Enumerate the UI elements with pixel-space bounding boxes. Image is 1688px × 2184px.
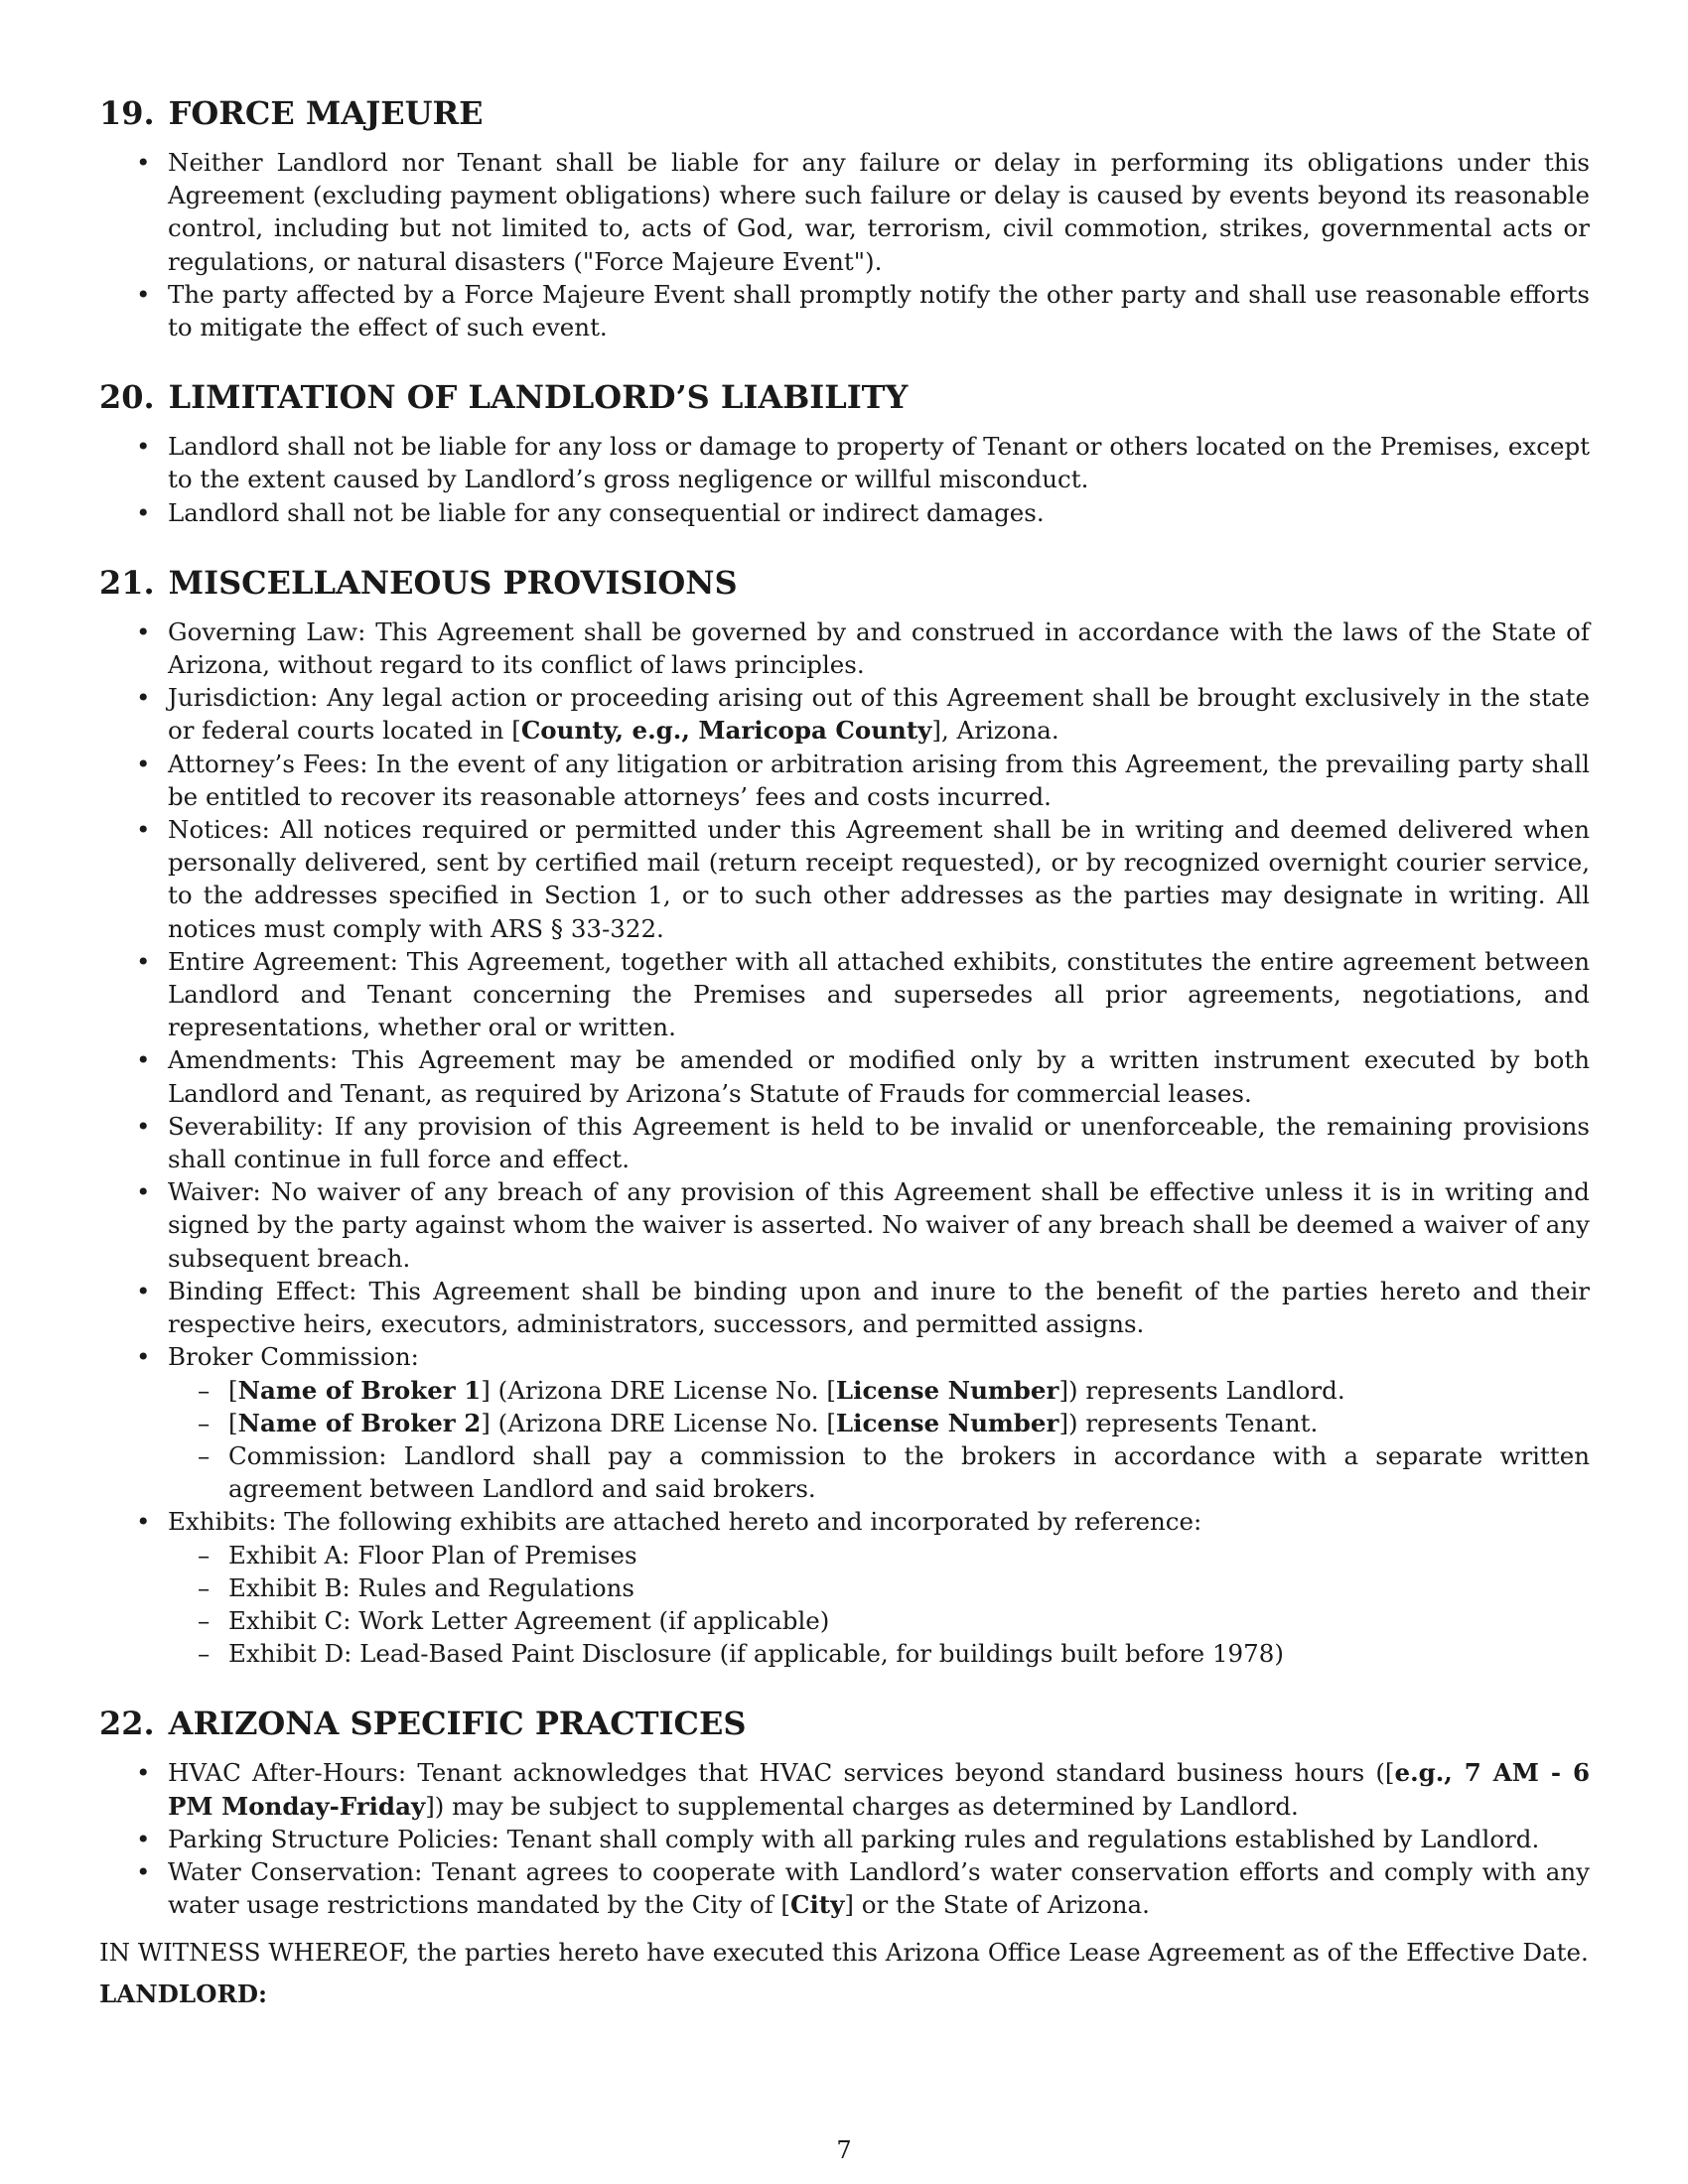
text: ]) represents Tenant. bbox=[1058, 1408, 1319, 1437]
section-number: 21. bbox=[99, 563, 155, 602]
section-number: 19. bbox=[99, 94, 155, 132]
text: HVAC After-Hours: Tenant acknowledges that HVAC services beyond standard business hours ([ bbox=[168, 1758, 1395, 1788]
document-page bbox=[99, 93, 1590, 2010]
placeholder-license-number: License Number bbox=[835, 1375, 1059, 1405]
section-heading bbox=[99, 93, 1590, 133]
section-title: LIMITATION OF LANDLORD’S LIABILITY bbox=[168, 378, 909, 417]
text: ]) represents Landlord. bbox=[1058, 1375, 1345, 1405]
entire-agreement-item: • Entire Agreement: This Agreement, together with all attached exhibits, constitutes the entire agreement between Landlord and Tenant concerning the Premises and supersedes all prior agreements, negotiations, and representations, whether oral or written. bbox=[99, 945, 1590, 1044]
section-title: FORCE MAJEURE bbox=[168, 94, 484, 132]
section-heading bbox=[99, 563, 1590, 603]
sub-list bbox=[168, 1539, 1590, 1671]
section-22 bbox=[99, 1704, 1590, 1921]
text: ] (Arizona DRE License No. [ bbox=[481, 1375, 836, 1405]
section-title: ARIZONA SPECIFIC PRACTICES bbox=[168, 1705, 747, 1743]
amendments-item: • Amendments: This Agreement may be amended or modified only by a written instrument executed by both Landlord and Tenant, as required by Arizona’s Statute of Frauds for commercial leases. bbox=[99, 1043, 1590, 1109]
exhibit-b: – Exhibit B: Rules and Regulations bbox=[168, 1571, 1590, 1604]
binding-effect-item: • Binding Effect: This Agreement shall be binding upon and inure to the benefit of the parties hereto and their respective heirs, executors, administrators, successors, and permitted assigns. bbox=[99, 1275, 1590, 1340]
jurisdiction-item bbox=[99, 681, 1590, 747]
list-item: • The party affected by a Force Majeure Event shall promptly notify the other party and shall use reasonable efforts to mitigate the effect of such event. bbox=[99, 278, 1590, 343]
section-number: 20. bbox=[99, 378, 155, 417]
notices-item: • Notices: All notices required or permitted under this Agreement shall be in writing and deemed delivered when personally delivered, sent by certified mail (return receipt requested), or by recognized overnight courier service, to the addresses specified in Section 1, or to such other addresses as the parties may designate in writing. All notices must comply with ARS § 33-322. bbox=[99, 813, 1590, 945]
list-item: • Neither Landlord nor Tenant shall be liable for any failure or delay in performing its obligations under this Agreement (excluding payment obligations) where such failure or delay is caused by events beyond its reasonable control, including but not limited to, acts of God, war, terrorism, civil commotion, strikes, governmental acts or regulations, or natural disasters ("Force Majeure Event"). bbox=[99, 146, 1590, 278]
section-21 bbox=[99, 563, 1590, 1671]
sub-item-broker-1 bbox=[168, 1374, 1590, 1407]
text: Water Conservation: Tenant agrees to cooperate with Landlord’s water conservation efforts and comply with any water usage restrictions mandated by the City of [ bbox=[168, 1856, 1590, 1920]
placeholder-hours: e.g., 7 AM - 6 PM Monday-Friday bbox=[168, 1758, 1590, 1821]
governing-law-item: • Governing Law: This Agreement shall be governed by and construed in accordance with the laws of the State of Arizona, without regard to its conflict of laws principles. bbox=[99, 615, 1590, 681]
section-number: 22. bbox=[99, 1705, 155, 1743]
landlord-label: LANDLORD: bbox=[99, 1979, 268, 2008]
text: ] (Arizona DRE License No. [ bbox=[481, 1408, 836, 1437]
exhibit-a: – Exhibit A: Floor Plan of Premises bbox=[168, 1539, 1590, 1571]
hvac-item bbox=[99, 1756, 1590, 1822]
exhibits-label: Exhibits: The following exhibits are attached hereto and incorporated by reference: bbox=[168, 1507, 1202, 1537]
page-number: 7 bbox=[836, 2136, 852, 2164]
placeholder-broker-1: Name of Broker 1 bbox=[237, 1375, 482, 1405]
parking-item: • Parking Structure Policies: Tenant shall comply with all parking rules and regulations established by Landlord. bbox=[99, 1823, 1590, 1855]
broker-commission-item bbox=[99, 1340, 1590, 1505]
sub-list bbox=[168, 1374, 1590, 1506]
bullet-list bbox=[99, 146, 1590, 343]
text: [ bbox=[228, 1375, 238, 1405]
exhibits-item bbox=[99, 1505, 1590, 1670]
attorney-fees-item: • Attorney’s Fees: In the event of any litigation or arbitration arising from this Agreement, the prevailing party shall be entitled to recover its reasonable attorneys’ fees and costs incurred. bbox=[99, 748, 1590, 813]
text: ] or the State of Arizona. bbox=[844, 1890, 1150, 1920]
text: ]) may be subject to supplemental charges as determined by Landlord. bbox=[425, 1791, 1299, 1821]
sub-item-broker-2 bbox=[168, 1407, 1590, 1439]
severability-item: • Severability: If any provision of this Agreement is held to be invalid or unenforceable, the remaining provisions shall continue in full force and effect. bbox=[99, 1110, 1590, 1175]
bullet-list bbox=[99, 430, 1590, 529]
bullet-list bbox=[99, 615, 1590, 1671]
section-20 bbox=[99, 377, 1590, 529]
text: Jurisdiction: Any legal action or proceeding arising out of this Agreement shall be brought exclusively in the state or federal courts located in [ bbox=[168, 683, 1590, 746]
text: ], Arizona. bbox=[931, 716, 1059, 746]
list-item: • Landlord shall not be liable for any consequential or indirect damages. bbox=[99, 496, 1590, 529]
waiver-item: • Waiver: No waiver of any breach of any provision of this Agreement shall be effective unless it is in writing and signed by the party against whom the waiver is asserted. No waiver of any breach shall be deemed a waiver of any subsequent breach. bbox=[99, 1175, 1590, 1275]
exhibit-d: – Exhibit D: Lead-Based Paint Disclosure (if applicable, for buildings built before 1978) bbox=[168, 1637, 1590, 1670]
witness-statement: IN WITNESS WHEREOF, the parties hereto have executed this Arizona Office Lease Agreement as of the Effective Date. bbox=[99, 1938, 1589, 1968]
list-item: • Landlord shall not be liable for any loss or damage to property of Tenant or others located on the Premises, except to the extent caused by Landlord’s gross negligence or willful misconduct. bbox=[99, 430, 1590, 495]
broker-commission-label: Broker Commission: bbox=[168, 1342, 419, 1372]
section-title: MISCELLANEOUS PROVISIONS bbox=[168, 563, 738, 602]
section-heading bbox=[99, 1704, 1590, 1743]
bullet-list bbox=[99, 1756, 1590, 1921]
water-item bbox=[99, 1855, 1590, 1921]
sub-item-commission: – Commission: Landlord shall pay a commission to the brokers in accordance with a separate written agreement between Landlord and said brokers. bbox=[168, 1439, 1590, 1505]
section-heading bbox=[99, 377, 1590, 417]
exhibit-c: – Exhibit C: Work Letter Agreement (if applicable) bbox=[168, 1604, 1590, 1637]
section-19 bbox=[99, 93, 1590, 343]
placeholder-county: County, e.g., Maricopa County bbox=[520, 716, 932, 746]
placeholder-city: City bbox=[790, 1890, 845, 1920]
text: [ bbox=[228, 1408, 238, 1437]
placeholder-broker-2: Name of Broker 2 bbox=[237, 1408, 482, 1437]
placeholder-license-number: License Number bbox=[835, 1408, 1059, 1437]
